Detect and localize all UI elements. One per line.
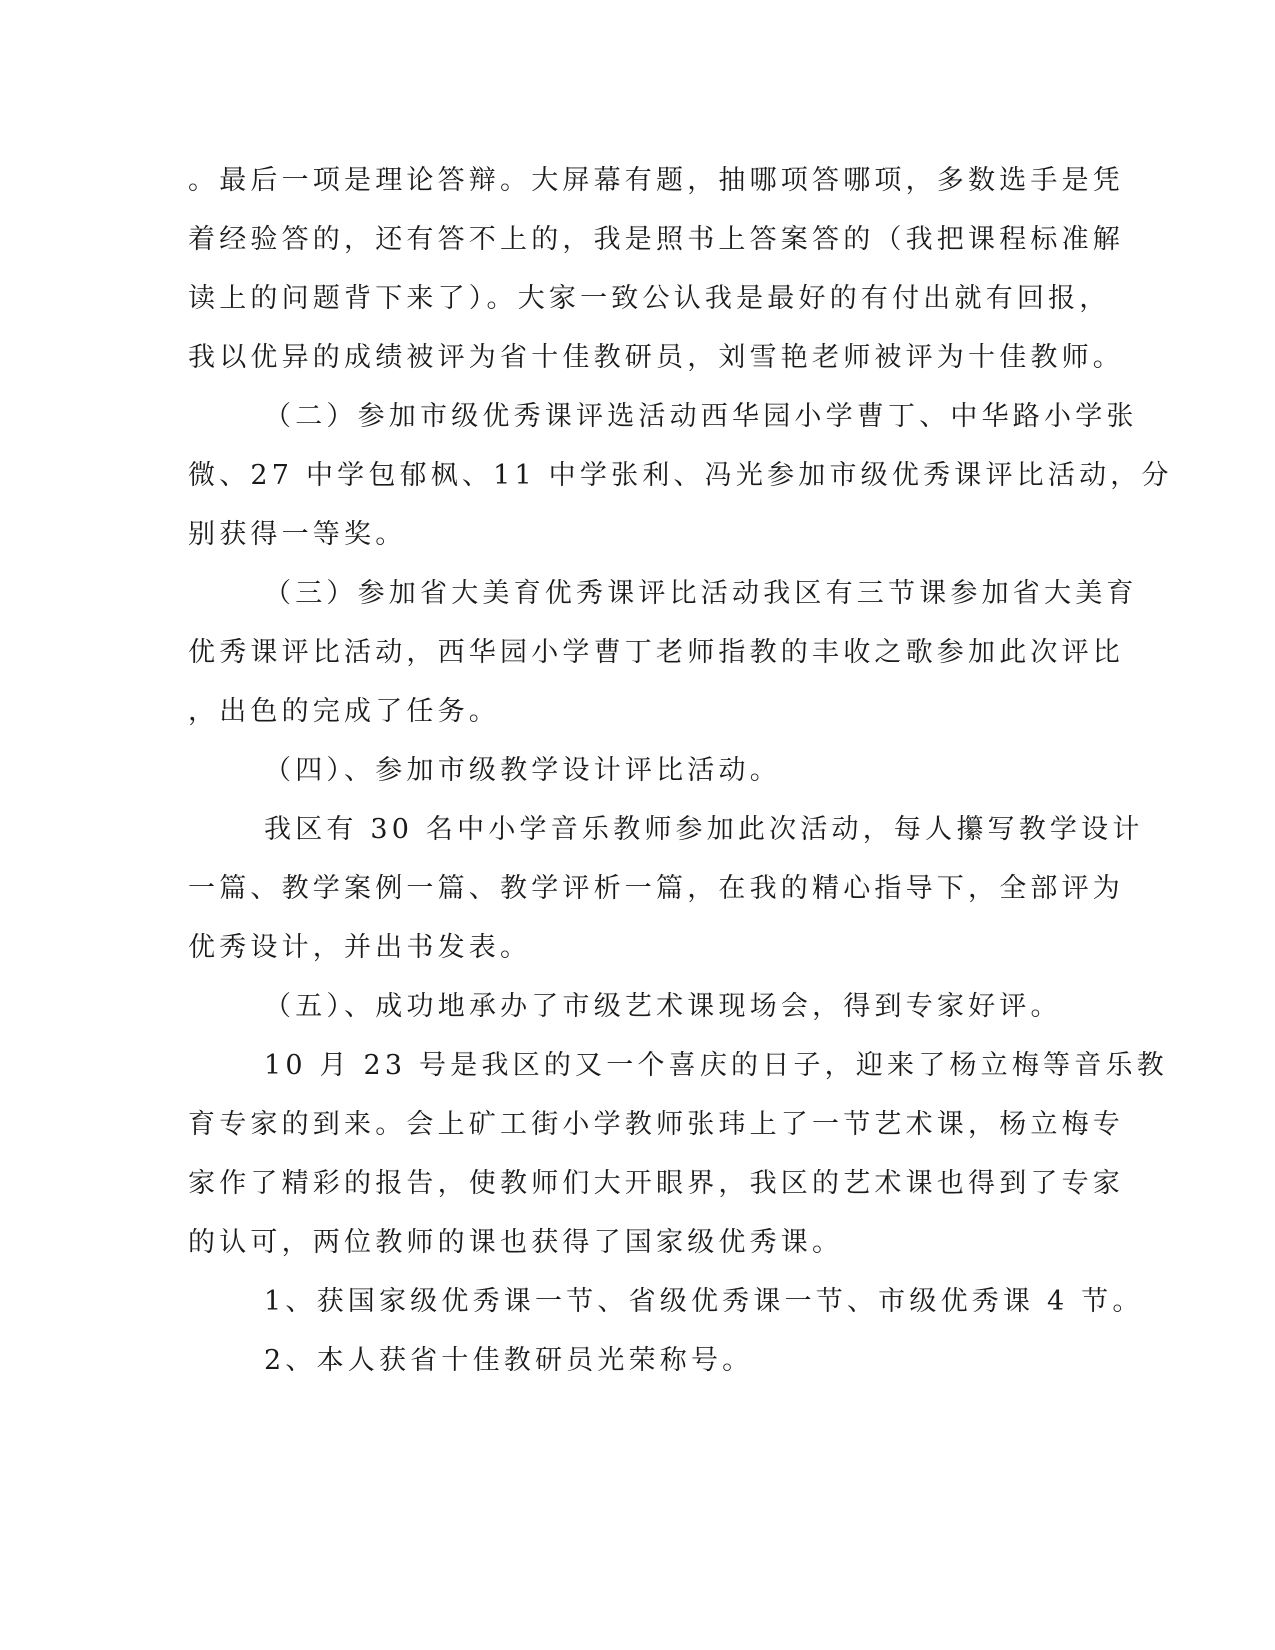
text-line: 着经验答的，还有答不上的，我是照书上答案答的（我把课程标准解: [188, 224, 1124, 255]
text-line: 育专家的到来。会上矿工街小学教师张玮上了一节艺术课，杨立梅专: [188, 1109, 1124, 1140]
paragraph-start: 我区有 30 名中小学音乐教师参加此次活动，每人攥写教学设计: [264, 814, 1144, 845]
paragraph-start: （五）、成功地承办了市级艺术课现场会，得到专家好评。: [264, 991, 1062, 1022]
paragraph-start: （二）参加市级优秀课评选活动西华园小学曹丁、中华路小学张: [264, 401, 1138, 432]
paragraph-start: 10 月 23 号是我区的又一个喜庆的日子，迎来了杨立梅等音乐教: [264, 1050, 1168, 1081]
list-item: 1、获国家级优秀课一节、省级优秀课一节、市级优秀课 4 节。: [264, 1286, 1144, 1317]
paragraph-start: （四）、参加市级教学设计评比活动。: [264, 755, 781, 786]
paragraph-start: （三）参加省大美育优秀课评比活动我区有三节课参加省大美育: [264, 578, 1138, 609]
text-line: 。最后一项是理论答辩。大屏幕有题，抽哪项答哪项，多数选手是凭: [188, 165, 1124, 196]
text-line: 优秀设计，并出书发表。: [188, 932, 532, 963]
text-line: 的认可，两位教师的课也获得了国家级优秀课。: [188, 1227, 844, 1258]
text-line: 家作了精彩的报告，使教师们大开眼界，我区的艺术课也得到了专家: [188, 1168, 1124, 1199]
list-item: 2、本人获省十佳教研员光荣称号。: [264, 1345, 754, 1376]
text-line: 读上的问题背下来了）。大家一致公认我是最好的有付出就有回报，: [188, 283, 1111, 314]
text-line: 别获得一等奖。: [188, 519, 407, 550]
text-line: 优秀课评比活动，西华园小学曹丁老师指教的丰收之歌参加此次评比: [188, 637, 1124, 668]
text-line: 一篇、教学案例一篇、教学评析一篇，在我的精心指导下，全部评为: [188, 873, 1124, 904]
text-line: ，出色的完成了任务。: [188, 696, 500, 727]
text-line: 微、27 中学包郁枫、11 中学张利、冯光参加市级优秀课评比活动，分: [188, 460, 1173, 491]
text-line: 我以优异的成绩被评为省十佳教研员，刘雪艳老师被评为十佳教师。: [188, 342, 1124, 373]
